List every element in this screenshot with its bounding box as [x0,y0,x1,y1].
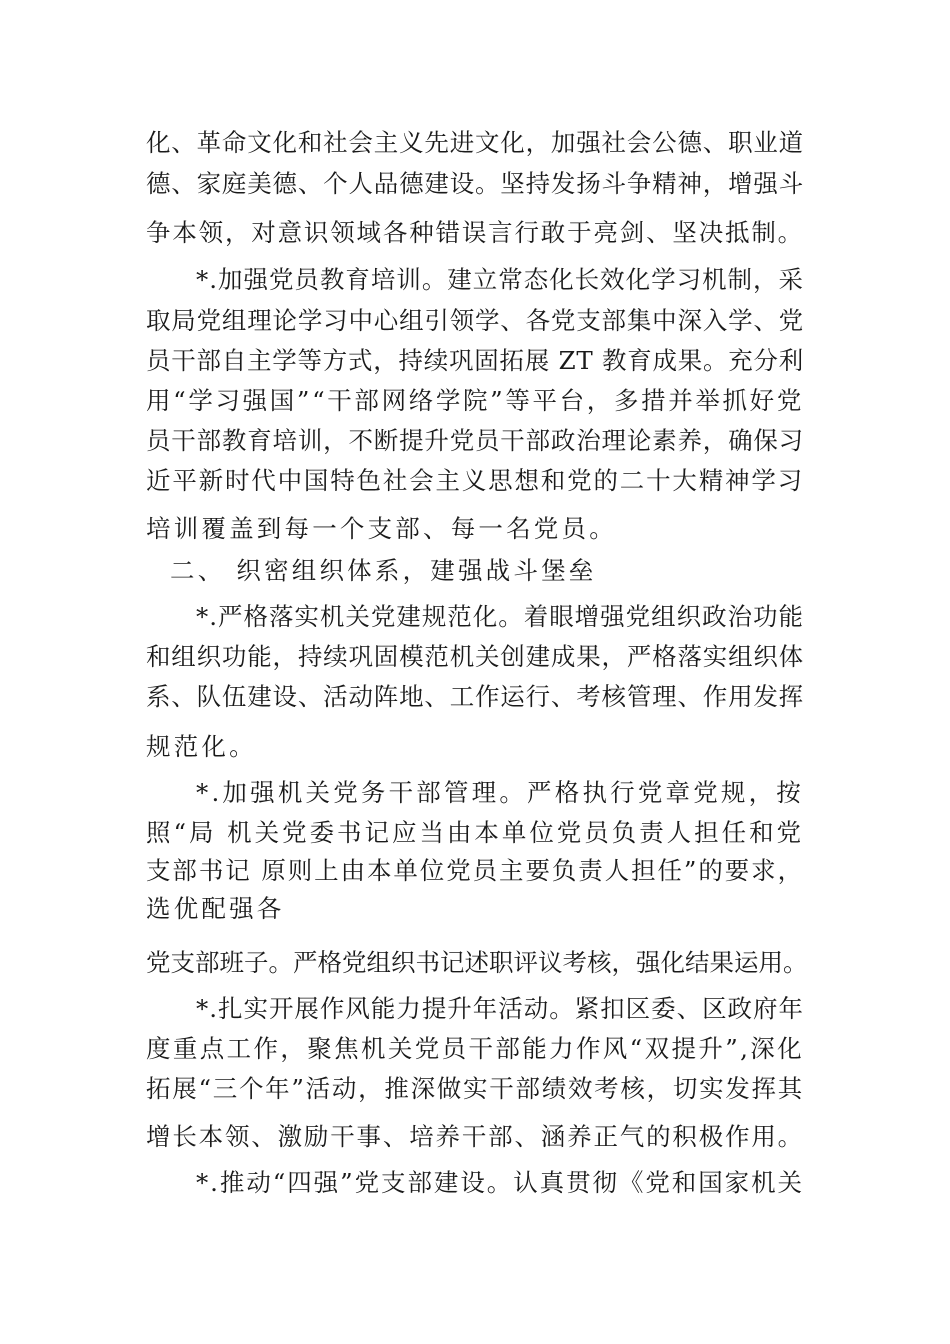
paragraph-first-line: *.加强机关党务干部管理。严格执行党章党规，按 [196,778,804,807]
paragraph-line: 度重点工作，聚焦机关党员干部能力作风“双提升”,深化 [146,1034,804,1063]
paragraph-line: 拓展“三个年”活动，推深做实干部绩效考核，切实发挥其 [146,1074,804,1103]
paragraph-first-line: *.扎实开展作风能力提升年活动。紧扣区委、区政府年 [196,994,804,1023]
paragraph-line: 党支部班子。严格党组织书记述职评议考核，强化结果运用。 [146,948,808,977]
paragraph-line: 用“学习强国”“干部网络学院”等平台，多措并举抓好党 [146,386,804,415]
paragraph-line: 近平新时代中国特色社会主义思想和党的二十大精神学习 [146,466,804,495]
paragraph-line: 争本领，对意识领域各种错误言行敢于亮剑、坚决抵制。 [146,218,804,247]
paragraph-line: 化、革命文化和社会主义先进文化，加强社会公德、职业道 [146,128,804,157]
paragraph-line: 规范化。 [146,732,257,761]
paragraph-line: 增长本领、激励干事、培养干部、涵养正气的积极作用。 [146,1122,804,1151]
paragraph-line: 照“局 机关党委书记应当由本单位党员负责人担任和党 [146,818,804,847]
paragraph-line: 员干部教育培训，不断提升党员干部政治理论素养，确保习 [146,426,804,455]
paragraph-first-line: *.严格落实机关党建规范化。着眼增强党组织政治功能 [196,602,804,631]
paragraph-first-line: *.加强党员教育培训。建立常态化长效化学习机制，采 [196,265,804,294]
paragraph-line: 培训覆盖到每一个支部、每一名党员。 [146,514,617,543]
paragraph-line: 员干部自主学等方式，持续巩固拓展 ZT 教育成果。充分利 [146,346,804,375]
paragraph-line: 选优配强各 [146,894,285,923]
paragraph-line: 支部书记 原则上由本单位党员主要负责人担任”的要求， [146,856,804,885]
paragraph-line: 德、家庭美德、个人品德建设。坚持发扬斗争精神，增强斗 [146,169,804,198]
paragraph-line: 系、队伍建设、活动阵地、工作运行、考核管理、作用发挥 [146,682,804,711]
paragraph-line: 和组织功能，持续巩固模范机关创建成果，严格落实组织体 [146,642,804,671]
paragraph-first-line: *.推动“四强”党支部建设。认真贯彻《党和国家机关 [196,1168,804,1197]
paragraph-line: 取局党组理论学习中心组引领学、各党支部集中深入学、党 [146,306,804,335]
section-heading: 二、 织密组织体系，建强战斗堡垒 [170,556,597,585]
